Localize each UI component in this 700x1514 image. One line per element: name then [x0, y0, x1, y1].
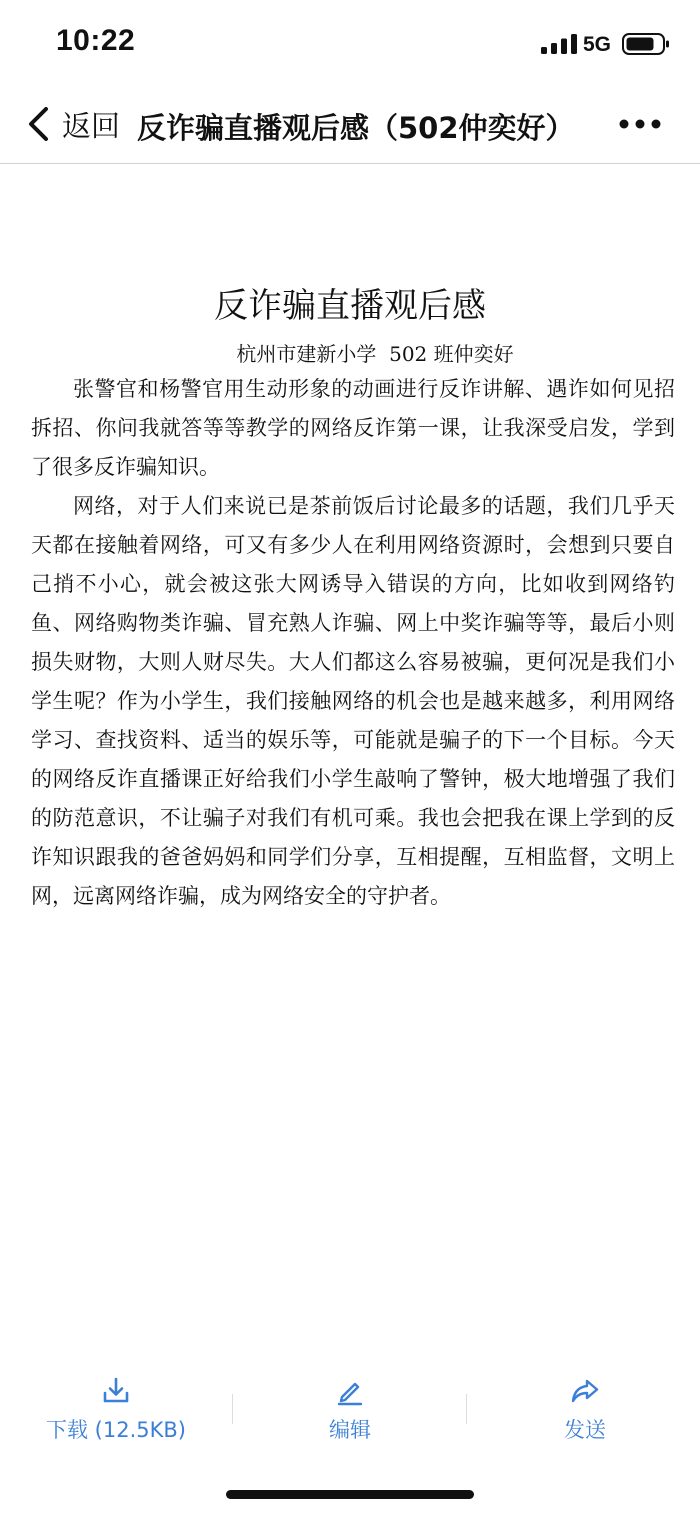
share-arrow-icon [570, 1376, 600, 1406]
document-paragraph: 张警官和杨警官用生动形象的动画进行反诈讲解、遇诈如何见招拆招、你问我就答等等教学的网络反诈第一课，让我深受启发，学到了很多反诈骗知识。 [31, 377, 675, 479]
back-label: 返回 [62, 108, 121, 143]
page-title: 反诈骗直播观后感（502仲奕好） [137, 111, 575, 145]
send-label: 发送 [564, 1418, 606, 1442]
network-type: 5G [583, 33, 612, 56]
chevron-left-icon [26, 106, 50, 142]
download-button[interactable] [30, 1366, 202, 1446]
document-body [31, 370, 675, 916]
toolbar-divider [466, 1394, 467, 1424]
pencil-icon [335, 1376, 365, 1406]
status-time: 10:22 [56, 24, 136, 57]
edit-label: 编辑 [329, 1418, 371, 1442]
navigation-bar [0, 88, 700, 164]
download-icon [101, 1376, 131, 1406]
document-preview[interactable] [0, 164, 700, 1354]
home-indicator[interactable] [226, 1490, 474, 1499]
bottom-toolbar [0, 1366, 700, 1456]
battery-icon [622, 33, 670, 55]
status-bar [0, 0, 700, 88]
toolbar-divider [232, 1394, 233, 1424]
document-title: 反诈骗直播观后感 [214, 286, 486, 326]
back-button[interactable] [26, 102, 120, 146]
send-button[interactable] [525, 1366, 645, 1446]
edit-button[interactable] [290, 1366, 410, 1446]
download-label: 下载 (12.5KB) [46, 1418, 186, 1442]
signal-bars-icon [541, 34, 577, 54]
document-paragraph: 网络，对于人们来说已是茶前饭后讨论最多的话题，我们几乎天天都在接触着网络，可又有多少人在利用网络资源时，会想到只要自己捎不小心，就会被这张大网诱导入错误的方向，比如收到网络钓鱼、网络购物类诈骗、冒充熟人诈骗、网上中奖诈骗等等，最后小则损失财物，大则人财尽失。大人们都这么容易被骗，更何况是我们小学生呢？作为小学生，我们接触网络的机会也是越来越多，利用网络学习、查找资料、适当的娱乐等，可能就是骗子的下一个目标。今天的网络反诈直播课正好给我们小学生敲响了警钟，极大地增强了我们的防范意识，不让骗子对我们有机可乘。我也会把我在课上学到的反诈知识跟我的爸爸妈妈和同学们分享，互相提醒，互相监督，文明上网，远离网络诈骗，成为网络安全的守护者。 [31, 494, 675, 908]
document-author: 杭州市建新小学 502 班仲奕好 [236, 342, 514, 366]
more-dots-icon[interactable] [614, 108, 666, 140]
